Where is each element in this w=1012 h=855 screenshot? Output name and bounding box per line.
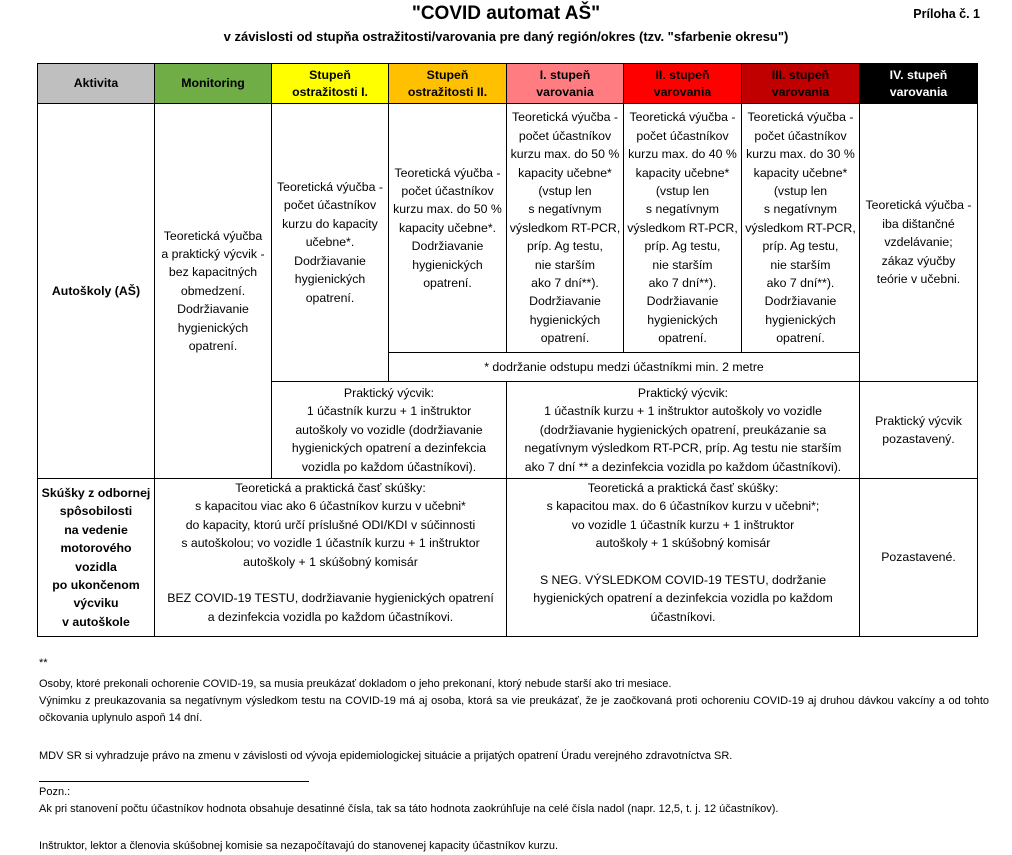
header-monitoring: Monitoring bbox=[155, 64, 272, 104]
header-varovanie-3: III. stupeň varovania bbox=[742, 64, 860, 104]
autoskoly-ostrazitost-2-cell: Teoretická výučba - počet účastníkov kurzu max. do 50 % kapacity učebne*. Dodržiavanie hygienických opatrení. bbox=[389, 104, 507, 353]
annex-label: Príloha č. 1 bbox=[913, 7, 980, 21]
practical-varovanie-cell: Praktický výcvik: 1 účastník kurzu + 1 inštruktor autoškoly vo vozidle (dodržiavanie hygienických opatrení, preukázanie sa negatívnym výsledkom RT-PCR, príp. Ag testu nie starším ako 7 dní ** a dezinfekcia vozidla po každom účastníkovi). bbox=[507, 382, 860, 479]
footnote-vaccinated: Výnimku z preukazovania sa negatívnym výsledkom testu na COVID-19 má aj osoba, ktorá sa vie preukázať, že je zaočkovaná proti ochoreniu COVID-19 aj druhou dávkou vakcíny a od tohto očkovania uplynulo aspoň 14 dní. bbox=[39, 695, 989, 724]
covid-automat-table bbox=[37, 63, 978, 637]
footnote-recovered: Osoby, ktoré prekonali ochorenie COVID-19, sa musia preukázať dokladom o jeho prekonaní, ktorý nebude starší ako tri mesiace. bbox=[39, 678, 672, 690]
header-varovanie-2: II. stupeň varovania bbox=[624, 64, 742, 104]
reservation-note: MDV SR si vyhradzuje právo na zmenu v závislosti od vývoja epidemiologickej situácie a prijatých opatrení Úradu verejného zdravotníctva SR. bbox=[39, 750, 733, 762]
exams-suspended-cell: Pozastavené. bbox=[860, 479, 978, 637]
autoskoly-theory-row bbox=[38, 104, 978, 353]
header-varovanie-4: IV. stupeň varovania bbox=[860, 64, 978, 104]
exams-neg-test-cell: Teoretická a praktická časť skúšky: s kapacitou max. do 6 účastníkov kurzu v učebni*; vo vozidle 1 účastník kurzu + 1 inštruktor autoškoly + 1 skúšobný komisár S NEG. VÝSLEDKOM COVID-19 TESTU, dodržanie hygienických opatrení a dezinfekcia vozidla po každom účastníkovi. bbox=[507, 479, 860, 637]
activity-skusky: Skúšky z odbornej spôsobilosti na vedenie motorového vozidla po ukončenom výcviku v autoškole bbox=[38, 479, 155, 637]
header-row bbox=[38, 64, 978, 104]
exams-no-test-cell: Teoretická a praktická časť skúšky: s kapacitou viac ako 6 účastníkov kurzu v učebni* do kapacity, ktorú určí príslušné ODI/KDI v súčinnosti s autoškolou; vo vozidle 1 účastník kurzu + 1 inštruktor autoškoly + 1 skúšobný komisár BEZ COVID-19 TESTU, dodržiavanie hygienických opatrení a dezinfekcia vozidla po každom účastníkovi. bbox=[155, 479, 507, 637]
exams-row bbox=[38, 479, 978, 637]
autoskoly-varovanie-4-cell: Teoretická výučba - iba dištančné vzdelávanie; zákaz výučby teórie v učebni. bbox=[860, 104, 978, 382]
document-title: "COVID automat AŠ" bbox=[411, 3, 601, 24]
footnote-stars: ** bbox=[39, 657, 48, 669]
practical-ostrazitost-cell: Praktický výcvik: 1 účastník kurzu + 1 inštruktor autoškoly vo vozidle (dodržiavanie hygienických opatrení a dezinfekcia vozidla po každom účastníkovi). bbox=[272, 382, 507, 479]
activity-autoskoly: Autoškoly (AŠ) bbox=[38, 104, 155, 479]
autoskoly-ostrazitost-1-cell: Teoretická výučba - počet účastníkov kurzu do kapacity učebne*. Dodržiavanie hygienických opatrení. bbox=[272, 104, 389, 382]
header-ostrazitost-1: Stupeň ostražitosti I. bbox=[272, 64, 389, 104]
header-aktivita: Aktivita bbox=[38, 64, 155, 104]
note-capacity: Inštruktor, lektor a členovia skúšobnej komisie sa nezapočítavajú do stanovenej kapacity účastníkov kurzu. bbox=[39, 840, 559, 852]
header-ostrazitost-2: Stupeň ostražitosti II. bbox=[389, 64, 507, 104]
separator-line bbox=[39, 781, 309, 782]
note-rounding: Ak pri stanovení počtu účastníkov hodnota obsahuje desatinné čísla, tak sa táto hodnota zaokrúhľuje na celé čísla nadol (napr. 12,5, t. j. 12 účastníkov). bbox=[39, 803, 779, 815]
document-subtitle: v závislosti od stupňa ostražitosti/varovania pre daný región/okres (tzv. "sfarbenie okresu") bbox=[223, 29, 789, 44]
practical-suspended-cell: Praktický výcvik pozastavený. bbox=[860, 382, 978, 479]
autoskoly-varovanie-2-cell: Teoretická výučba - počet účastníkov kurzu max. do 40 % kapacity učebne* (vstup len s negatívnym výsledkom RT-PCR, príp. Ag testu, nie starším ako 7 dní**). Dodržiavanie hygienických opatrení. bbox=[624, 104, 742, 353]
autoskoly-varovanie-1-cell: Teoretická výučba - počet účastníkov kurzu max. do 50 % kapacity učebne* (vstup len s negatívnym výsledkom RT-PCR, príp. Ag testu, nie starším ako 7 dní**). Dodržiavanie hygienických opatrení. bbox=[507, 104, 624, 353]
distance-note: * dodržanie odstupu medzi účastníkmi min. 2 metre bbox=[389, 353, 860, 382]
autoskoly-varovanie-3-cell: Teoretická výučba - počet účastníkov kurzu max. do 30 % kapacity učebne* (vstup len s negatívnym výsledkom RT-PCR, príp. Ag testu, nie starším ako 7 dní**). Dodržiavanie hygienických opatrení. bbox=[742, 104, 860, 353]
autoskoly-monitoring-cell: Teoretická výučba a praktický výcvik - bez kapacitných obmedzení. Dodržiavanie hygienických opatrení. bbox=[155, 104, 272, 479]
note-label: Pozn.: bbox=[39, 786, 71, 798]
header-varovanie-1: I. stupeň varovania bbox=[507, 64, 624, 104]
